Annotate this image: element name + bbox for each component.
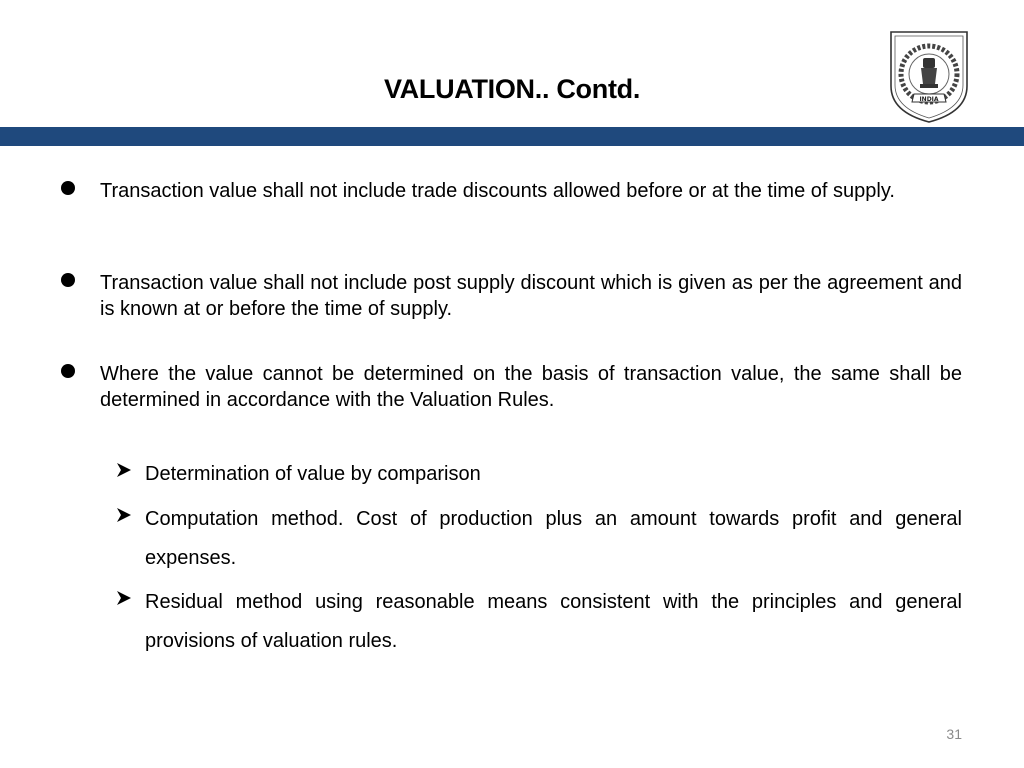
bullet-dot-icon <box>61 181 75 195</box>
sub-bullet-item: Computation method. Cost of production plus an amount towards profit and general expenses. <box>145 508 962 569</box>
bullet-item: Transaction value shall not include trade discounts allowed before or at the time of supply. <box>100 180 895 202</box>
bullet-dot-icon <box>61 364 75 378</box>
slide-title: VALUATION.. Contd. <box>383 74 641 104</box>
arrow-bullet-icon <box>116 507 132 523</box>
title-banner-bar <box>0 127 1024 146</box>
sub-bullet-item: Determination of value by comparison <box>145 463 481 485</box>
arrow-bullet-icon <box>116 462 132 478</box>
page-number: 31 <box>946 726 962 742</box>
logo-ribbon-text: INDIA <box>919 96 939 103</box>
bullet-item: Transaction value shall not include post supply discount which is given as per the agreement and is known at or before the time of supply. <box>100 272 962 320</box>
bullet-dot-icon <box>61 273 75 287</box>
sub-bullet-item: Residual method using reasonable means consistent with the principles and general provisions of valuation rules. <box>145 591 962 652</box>
bullet-item: Where the value cannot be determined on the basis of transaction value, the same shall be determined in accordance with the Valuation Rules. <box>100 363 962 411</box>
arrow-bullet-icon <box>116 590 132 606</box>
emblem-seal-icon <box>886 24 972 126</box>
